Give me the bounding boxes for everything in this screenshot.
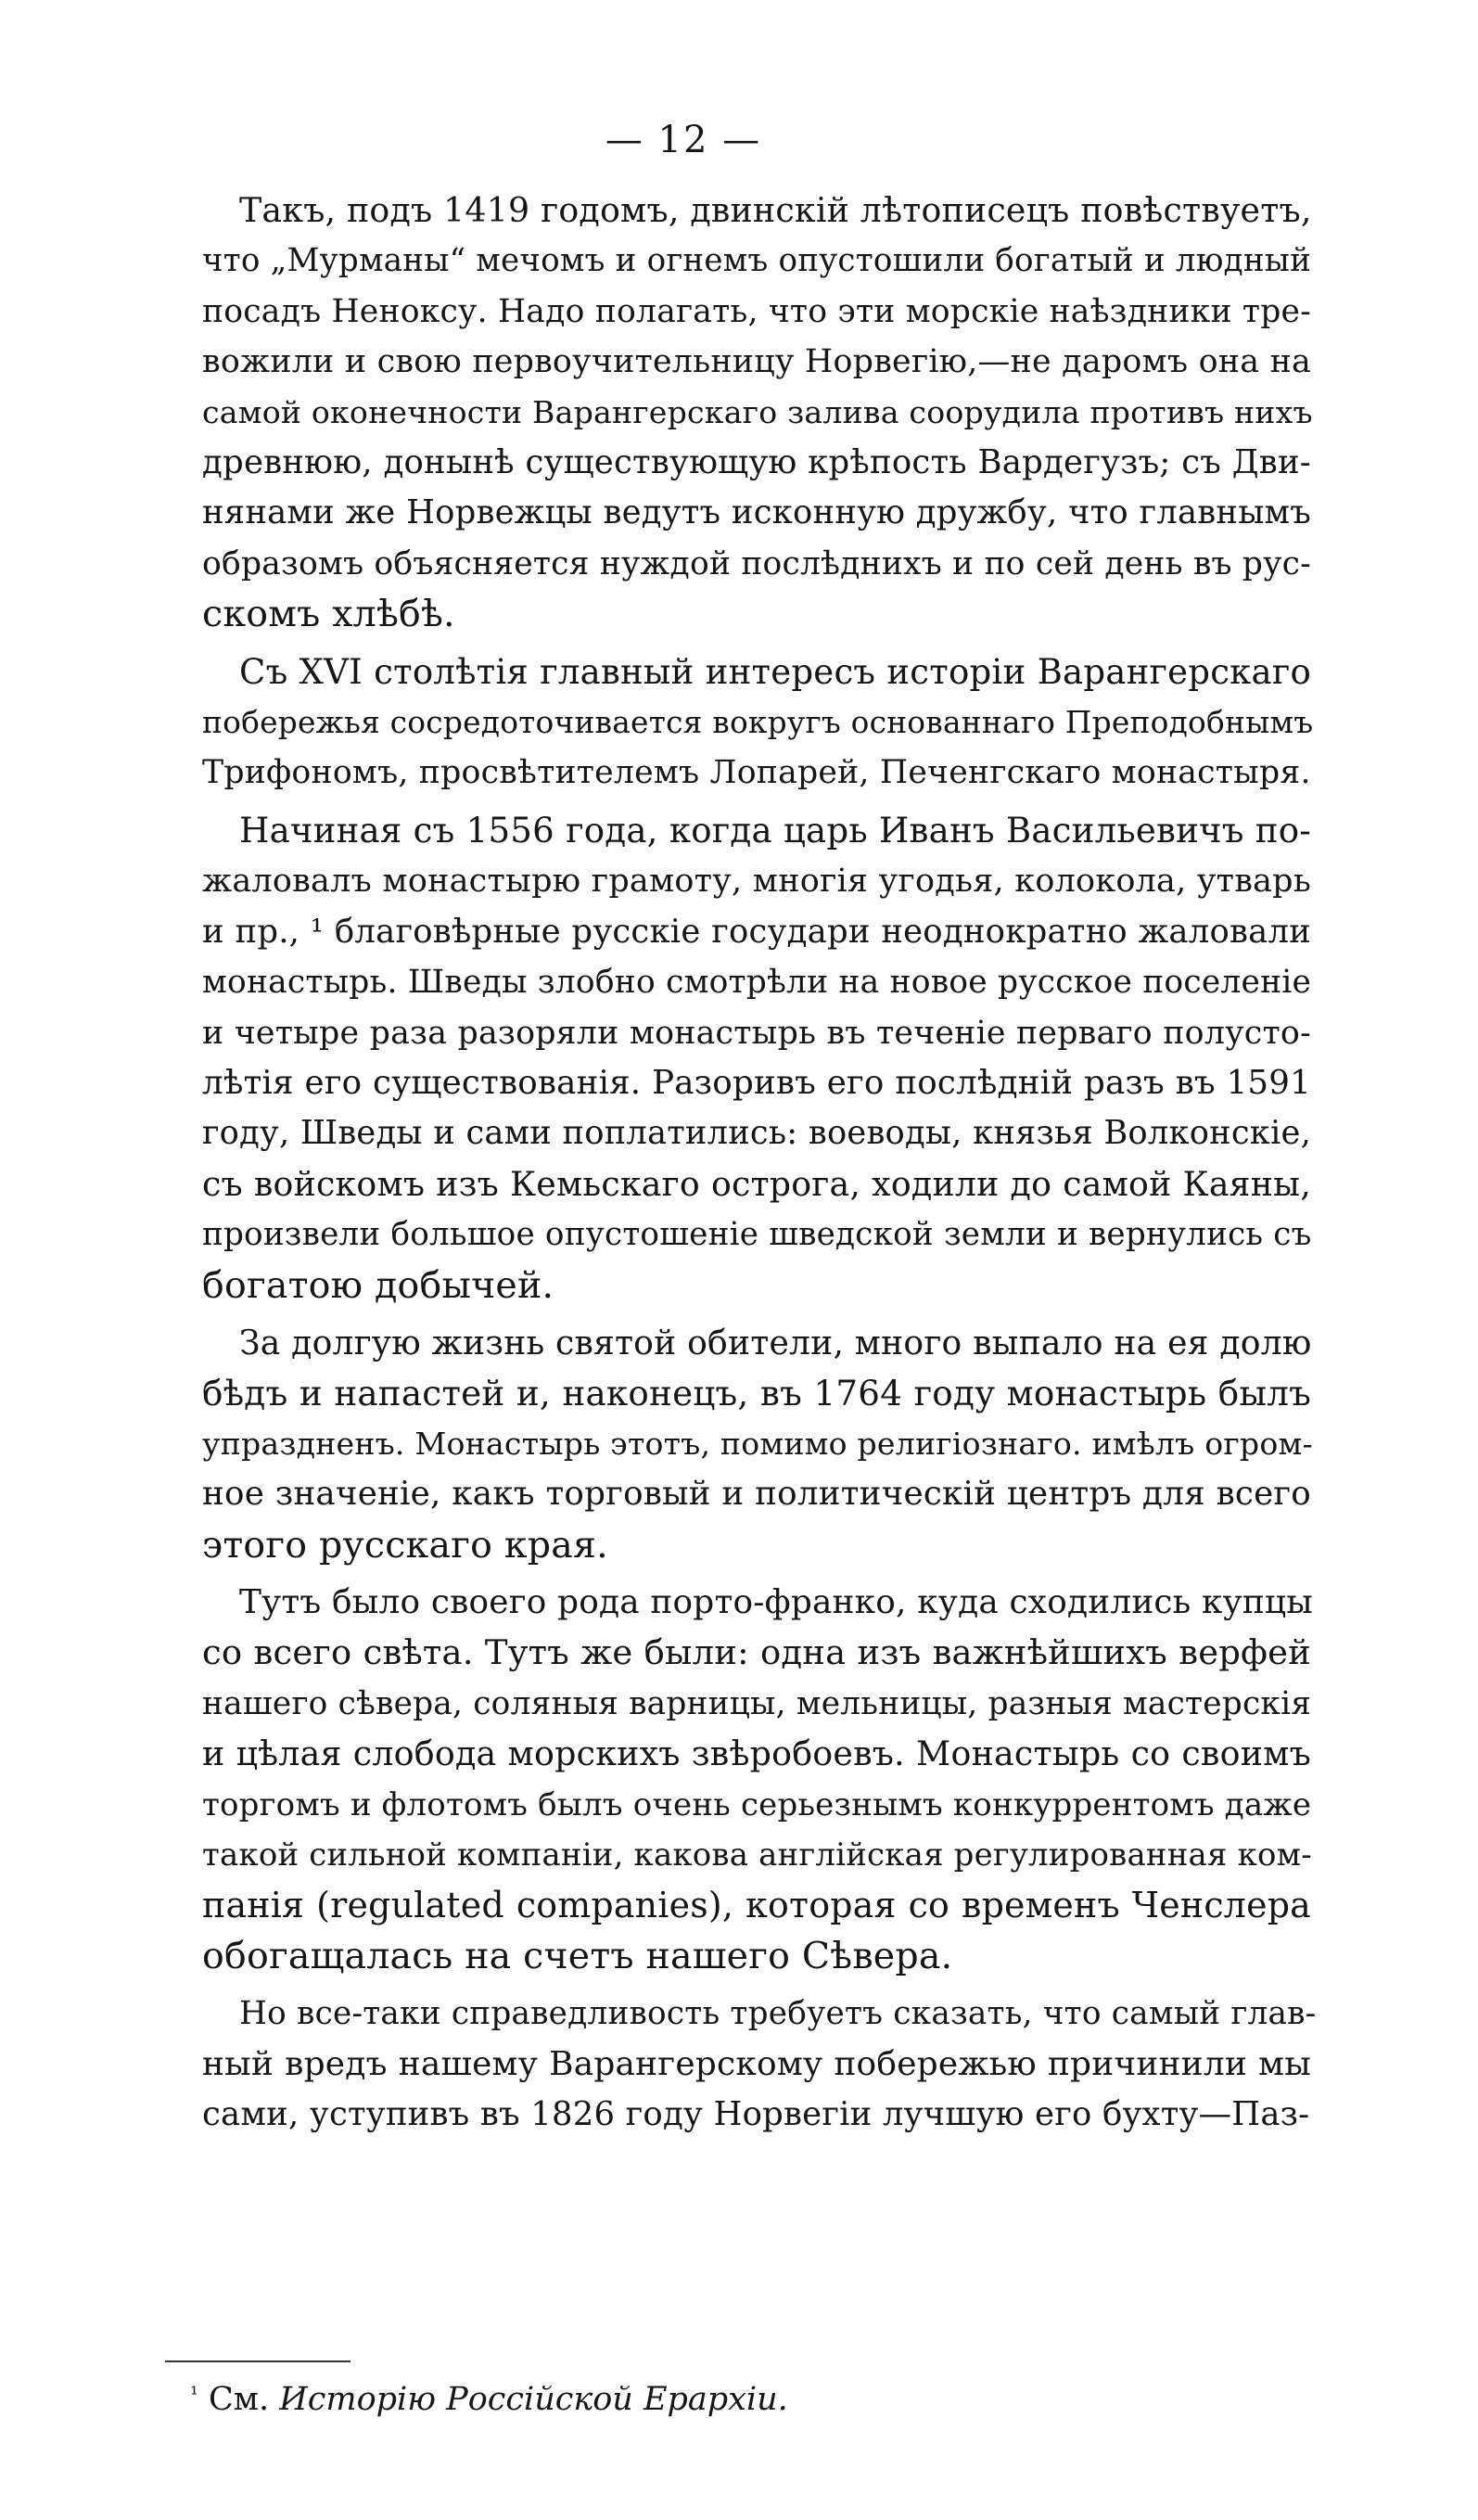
text-line: что „Мурманы“ мечомъ и огнемъ опустошили богатый и людный (202, 242, 1312, 280)
text-line: этого русскаго края. (202, 1523, 608, 1567)
text-line: и цѣлая слобода морскихъ звѣробоевъ. Монастырь со своимъ (202, 1733, 1311, 1774)
text-line: монастырь. Шведы злобно смотрѣли на новое русское поселеніе (202, 964, 1312, 1002)
text-line: торгомъ и флотомъ былъ очень серьезнымъ конкуррентомъ даже (202, 1785, 1312, 1823)
paragraph (165, 185, 1311, 640)
text-line: произвели большое опустошеніе шведской земли и вернулись съ (202, 1216, 1312, 1254)
text-line: побережья сосредоточивается вокругъ основаннаго Преподобнымъ (202, 704, 1314, 741)
text-line: нянами же Норвежцы ведутъ исконную дружбу, что главнымъ (202, 493, 1311, 532)
text-line: панія (regulated companies), которая со временъ Ченслера (202, 1885, 1311, 1926)
text-line: году, Шведы и сами поплатились: воеводы, князья Волконскіе, (202, 1114, 1311, 1153)
text-line: Тутъ было своего рода порто-франко, куда сходились купцы (239, 1582, 1313, 1621)
paragraph (165, 1578, 1311, 1981)
footnote-marker: ¹ (190, 2384, 198, 2407)
text-line: жаловалъ монастырю грамоту, многія угодья, колокола, утварь (202, 863, 1311, 901)
text-line: самой оконечности Варангерскаго залива соорудила противъ нихъ (202, 393, 1313, 430)
text-line: Начиная съ 1556 года, когда царь Иванъ Васильевичъ по- (239, 810, 1311, 851)
text-line: За долгую жизнь святой обители, много выпало на ея долю (239, 1322, 1312, 1362)
text-line: нашего сѣвера, соляныя варницы, мельницы, разныя мастерскія (202, 1684, 1312, 1722)
text-line: сами, уступивъ въ 1826 году Норвегіи лучшую его бухту—Паз- (202, 2095, 1310, 2134)
paragraph (165, 1989, 1317, 2140)
text-line: ный вредъ нашему Варангерскому побережью причинили мы (202, 2044, 1311, 2083)
text-line: и четыре раза разоряли монастырь въ теченіе перваго полусто- (202, 1014, 1311, 1052)
footnote-prefix: См. (208, 2381, 270, 2418)
paragraph (165, 647, 1314, 799)
text-line: обогащалась на счетъ нашего Сѣвера. (202, 1934, 953, 1977)
text-line: и пр., ¹ благовѣрные русскіе государи неоднократно жаловали (202, 912, 1311, 951)
text-line: древнюю, донынѣ существующую крѣпость Вардегузъ; съ Дви- (202, 443, 1311, 482)
footnote-title: Исторію Россійской Ерархіи. (279, 2381, 788, 2418)
text-line: образомъ объясняется нуждой послѣднихъ и по сей день въ рус- (202, 544, 1311, 582)
text-line: Съ XVI столѣтія главный интересъ исторіи Варангерскаго (239, 651, 1311, 692)
text-line: Трифономъ, просвѣтителемъ Лопарей, Печенгскаго монастыря. (202, 754, 1311, 792)
footnote-divider (165, 2360, 350, 2362)
text-line: Такъ, подъ 1419 годомъ, двинскій лѣтописецъ повѣствуетъ, (239, 190, 1312, 230)
text-line: Но все-таки справедливость требуетъ сказать, что самый глав- (239, 1995, 1317, 2033)
text-line: такой сильной компаніи, какова англійская регулированная ком- (202, 1836, 1312, 1874)
paragraph (165, 806, 1311, 1311)
paragraph (165, 1318, 1311, 1570)
text-line: посадъ Неноксу. Надо полагать, что эти морскіе наѣздники тре- (202, 292, 1312, 330)
text-line: лѣтія его существованія. Разоривъ его послѣдній разъ въ 1591 (202, 1063, 1311, 1102)
footnote (190, 2381, 788, 2418)
text-line: вожили и свою первоучительницу Норвегію,—не даромъ она на (202, 343, 1311, 381)
text-line: бѣдъ и напастей и, наконецъ, въ 1764 году монастырь былъ (202, 1373, 1311, 1414)
text-line: упраздненъ. Монастырь этотъ, помимо религіознаго. имѣлъ огром- (202, 1425, 1313, 1462)
text-line: скомъ хлѣбѣ. (202, 593, 455, 636)
text-line: со всего свѣта. Тутъ же были: одна изъ важнѣйшихъ верфей (202, 1632, 1311, 1673)
text-line: ное значеніе, какъ торговый и политическій центръ для всего (202, 1475, 1311, 1514)
text-line: съ войскомъ изъ Кемьскаго острога, ходили до самой Каяны, (202, 1163, 1311, 1204)
body-text (165, 185, 1317, 2147)
page-number: — 12 — (605, 119, 762, 161)
text-line: богатою добычей. (202, 1263, 554, 1307)
